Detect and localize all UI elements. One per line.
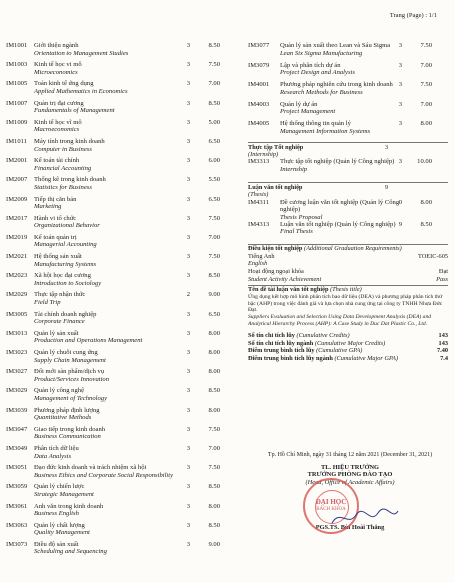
course-name: Thống kê trong kinh doanh Statistics for Business bbox=[34, 176, 106, 191]
course-name: Quản lý dự án Project Management bbox=[280, 100, 336, 116]
course-name: Quản lý chiến lược Strategic Management bbox=[34, 483, 94, 498]
course-name: Giao tiếp trong kinh doanh Business Communication bbox=[34, 425, 106, 441]
left-course-list bbox=[6, 42, 228, 560]
course-grade: 6.50 bbox=[208, 310, 220, 318]
course-code: IM3005 bbox=[6, 310, 28, 318]
signature-scribble bbox=[330, 507, 400, 529]
course-code: IM3061 bbox=[6, 502, 28, 510]
thesis-section: Luận văn tốt nghiệp (Thesis) 9 IM4311 Đề cương luận văn tốt nghiệp (Quản lý Công nghiệp) Thesis Proposal 0 8.00 IM4313 Luận văn tốt nghiệp (Quản lý Công nghiệp) Final Thesis 9 8.50 bbox=[248, 182, 448, 240]
course-grade: 7.50 bbox=[420, 42, 432, 49]
course-credits: 3 bbox=[398, 81, 402, 88]
course-row bbox=[248, 42, 448, 62]
course-name: Hành vi tổ chức Organizational Behavior bbox=[34, 214, 100, 230]
course-code: IM2009 bbox=[6, 195, 28, 203]
page-number: Trang (Page) : 1/1 bbox=[389, 12, 437, 19]
course-name: Kinh tế học vi mô Microeconomics bbox=[34, 61, 82, 76]
course-grade: 7.50 bbox=[208, 425, 220, 433]
course-name: Phương pháp nghiên cứu trong kinh doanh Research Methods for Business bbox=[280, 81, 393, 96]
course-grade: 8.50 bbox=[208, 42, 220, 49]
course-grade: 7.00 bbox=[420, 61, 432, 69]
course-credits: 3 bbox=[186, 42, 190, 49]
course-grade: 7.00 bbox=[208, 444, 220, 452]
course-name: Đạo đức kinh doanh và trách nhiệm xã hội Business Ethics and Corporate Social Responsibility bbox=[34, 464, 174, 479]
course-row bbox=[6, 330, 228, 349]
course-grade: 8.00 bbox=[208, 349, 220, 356]
course-code: IM2019 bbox=[6, 233, 28, 241]
course-code: IM1005 bbox=[6, 80, 28, 88]
course-row bbox=[6, 483, 228, 502]
sign-date: Tp. Hồ Chí Minh, ngày 31 tháng 12 năm 2021 (December 31, 2021) bbox=[267, 452, 433, 458]
course-grade: 7.00 bbox=[420, 100, 432, 108]
course-credits: 3 bbox=[186, 502, 190, 510]
course-grade: 7.00 bbox=[208, 80, 220, 88]
total-row: Điểm trung bình tích lũy ngành (Cumulative Major GPA) 7.4 bbox=[248, 355, 448, 363]
course-code: IM1003 bbox=[6, 61, 28, 69]
totals-block bbox=[248, 332, 448, 363]
course-row bbox=[6, 61, 228, 80]
thesis-course-row: IM4313 Luận văn tốt nghiệp (Quản lý Công nghiệp) Final Thesis 9 8.50 bbox=[248, 220, 432, 236]
course-code: IM2001 bbox=[6, 157, 28, 165]
course-code: IM3073 bbox=[6, 540, 28, 548]
internship-row: IM3313 Thực tập tốt nghiệp (Quản lý Công nghiệp) Internship 3 10.00 bbox=[248, 158, 432, 173]
course-grade: 8.50 bbox=[208, 521, 220, 529]
course-credits: 3 bbox=[186, 118, 190, 126]
course-name: Lập và phân tích dự án Project Design and Analysis bbox=[280, 61, 355, 77]
course-credits: 3 bbox=[186, 99, 190, 107]
course-code: IM4005 bbox=[248, 120, 270, 127]
course-row bbox=[6, 253, 228, 272]
course-grade: 9.00 bbox=[208, 291, 220, 299]
course-grade: 7.50 bbox=[208, 61, 220, 69]
course-credits: 3 bbox=[398, 100, 402, 108]
course-grade: 8.50 bbox=[208, 483, 220, 491]
course-row bbox=[6, 541, 228, 560]
internship-credits: 3 bbox=[384, 143, 388, 151]
course-name: Đổi mới sản phẩm/dịch vụ Product/Services Innovation bbox=[34, 368, 110, 383]
total-row: Số tín chỉ tích lũy ngành (Cumulative Major Credits) 143 bbox=[248, 339, 448, 347]
course-credits: 3 bbox=[398, 120, 402, 127]
sign-role-3: (Head, Office of Academic Affairs) bbox=[305, 478, 395, 486]
course-grade: 7.50 bbox=[420, 81, 432, 88]
total-row: Điểm trung bình tích lũy (Cumulative GPA) 7.40 bbox=[248, 347, 448, 355]
course-row bbox=[6, 215, 228, 234]
course-grade: 8.00 bbox=[208, 502, 220, 510]
course-grade: 6.50 bbox=[208, 137, 220, 145]
course-credits: 3 bbox=[186, 425, 190, 433]
course-credits: 3 bbox=[186, 253, 190, 261]
course-row bbox=[6, 522, 228, 541]
course-credits: 3 bbox=[186, 137, 190, 145]
course-code: IM4001 bbox=[248, 81, 270, 88]
course-row bbox=[6, 368, 228, 387]
course-credits: 3 bbox=[186, 157, 190, 165]
course-code: IM3039 bbox=[6, 406, 28, 414]
course-code: IM3013 bbox=[6, 329, 28, 337]
course-code: IM3059 bbox=[6, 483, 28, 491]
course-row bbox=[6, 196, 228, 215]
course-row bbox=[248, 81, 448, 101]
course-code: IM1001 bbox=[6, 42, 28, 49]
course-name: Giới thiệu ngành Orientation to Management Studies bbox=[34, 42, 129, 57]
course-name: Máy tính trong kinh doanh Computer in Business bbox=[34, 137, 105, 153]
course-credits: 3 bbox=[186, 272, 190, 280]
course-credits: 3 bbox=[186, 349, 190, 356]
course-name: Quản trị đại cương Fundamentals of Management bbox=[34, 99, 115, 115]
course-credits: 3 bbox=[186, 310, 190, 318]
course-row bbox=[248, 101, 448, 121]
course-name: Thực tập nhận thức Field Trip bbox=[34, 291, 86, 307]
graduation-requirements: Điều kiện tốt nghiệp (Additional Graduation Requirements) Tiếng Anh TOEIC-605 English Hoạt động ngoại khóa Đạt Student Activity Achievement Pass bbox=[248, 245, 448, 283]
course-row bbox=[6, 291, 228, 310]
right-course-list bbox=[248, 42, 448, 363]
course-grade: 7.50 bbox=[208, 464, 220, 472]
course-credits: 3 bbox=[186, 444, 190, 452]
course-credits: 3 bbox=[398, 61, 402, 69]
course-name: Phân tích dữ liệu Data Analysis bbox=[34, 444, 79, 460]
course-row bbox=[6, 138, 228, 157]
course-row bbox=[6, 349, 228, 368]
course-grade: 6.00 bbox=[208, 157, 220, 165]
course-row bbox=[6, 445, 228, 464]
thesis-course-row: IM4311 Đề cương luận văn tốt nghiệp (Quản lý Công nghiệp) Thesis Proposal 0 8.00 bbox=[248, 198, 432, 221]
course-grade: 7.00 bbox=[208, 233, 220, 241]
course-code: IM3051 bbox=[6, 464, 28, 472]
course-row bbox=[6, 272, 228, 291]
course-row bbox=[6, 80, 228, 99]
course-credits: 3 bbox=[186, 483, 190, 491]
course-credits: 3 bbox=[186, 329, 190, 337]
course-grade: 8.00 bbox=[208, 368, 220, 376]
course-code: IM4003 bbox=[248, 100, 270, 108]
course-name: Hệ thống thông tin quản lý Management Information Systems bbox=[280, 120, 371, 135]
course-name: Quản lý công nghệ Management of Technology bbox=[34, 387, 108, 402]
course-name: Quản lý sản xuất theo Lean và Sáu Sigma Lean Six Sigma Manufacturing bbox=[280, 42, 391, 57]
course-name: Xã hội học đại cương Introduction to Sociology bbox=[34, 272, 102, 287]
course-name: Điều độ sản xuất Scheduling and Sequencing bbox=[34, 540, 107, 556]
thesis-title-block: Tên đề tài luận văn tốt nghiệp (Thesis title) Ứng dụng kết hợp mô hình phân tích bao dữ liệu (DEA) và phương pháp phân tích thứ bậc (AHP) trong việc đánh giá và lựa chọn nhà cung ứng tại công ty TNHH Nhựa Đức Đạt. Suppliers Evaluation and Selection Using Data Development Analysis (DEA) and Analytical Hierarchy Process (AHP): A Case Study in Duc Dat Plastic Co., Ltd. bbox=[248, 285, 448, 327]
course-grade: 8.00 bbox=[208, 329, 220, 337]
course-code: IM2029 bbox=[6, 291, 28, 299]
course-credits: 3 bbox=[398, 42, 402, 49]
course-credits: 3 bbox=[186, 521, 190, 529]
course-code: IM3029 bbox=[6, 387, 28, 395]
course-code: IM1011 bbox=[6, 137, 28, 145]
course-credits: 3 bbox=[186, 540, 190, 548]
course-name: Phương pháp định lượng Quantitative Methods bbox=[34, 406, 100, 422]
course-name: Kế toán tài chính Financial Accounting bbox=[34, 157, 92, 172]
course-code: IM1007 bbox=[6, 99, 28, 107]
course-credits: 2 bbox=[186, 291, 190, 299]
course-name: Kế toán quản trị Managerial Accounting bbox=[34, 233, 97, 249]
course-row bbox=[6, 234, 228, 253]
course-code: IM3063 bbox=[6, 521, 28, 529]
course-grade: 8.00 bbox=[208, 406, 220, 414]
course-row bbox=[6, 464, 228, 483]
course-name: Kinh tế học vĩ mô Macroeconomics bbox=[34, 118, 82, 134]
course-row bbox=[6, 407, 228, 426]
course-grade: 9.00 bbox=[208, 540, 220, 548]
course-credits: 3 bbox=[186, 233, 190, 241]
course-name: Quản lý chất lượng Quality Management bbox=[34, 521, 90, 537]
course-name: Tiếp thị căn bản Marketing bbox=[34, 195, 77, 211]
official-stamp: ĐẠI HỌC BÁCH KHOA bbox=[303, 478, 359, 534]
course-credits: 3 bbox=[186, 368, 190, 376]
course-row bbox=[6, 100, 228, 119]
course-row bbox=[6, 503, 228, 522]
sign-role-2: TRƯỞNG PHÒNG ĐÀO TẠO bbox=[307, 471, 393, 479]
course-row bbox=[6, 42, 228, 61]
sign-role-1: TL. HIỆU TRƯỞNG bbox=[320, 463, 380, 471]
course-grade: 7.50 bbox=[208, 253, 220, 261]
course-code: IM2017 bbox=[6, 214, 28, 222]
course-name: Quản lý sản xuất Production and Operations Management bbox=[34, 329, 143, 345]
course-row bbox=[248, 120, 448, 140]
course-code: IM3023 bbox=[6, 349, 28, 356]
course-code: IM2007 bbox=[6, 176, 28, 184]
course-code: IM3077 bbox=[248, 42, 270, 49]
internship-section bbox=[248, 142, 448, 178]
internship-title-en: (Internship) bbox=[248, 150, 279, 158]
total-row: Số tín chỉ tích lũy (Cumulative Credits) 143 bbox=[248, 331, 448, 339]
course-credits: 3 bbox=[186, 80, 190, 88]
course-code: IM3027 bbox=[6, 368, 28, 376]
course-code: IM3079 bbox=[248, 61, 270, 69]
course-name: Hệ thống sản xuất Manufacturing Systems bbox=[34, 253, 97, 268]
course-code: IM3047 bbox=[6, 425, 28, 433]
course-code: IM1009 bbox=[6, 118, 28, 126]
course-name: Toán kinh tế ứng dụng Applied Mathematics in Economics bbox=[34, 80, 128, 95]
course-grade: 8.00 bbox=[420, 120, 432, 127]
course-credits: 3 bbox=[186, 464, 190, 472]
course-row bbox=[6, 119, 228, 138]
course-grade: 8.50 bbox=[208, 99, 220, 107]
course-name: Anh văn trong kinh doanh Business English bbox=[34, 502, 104, 518]
course-row bbox=[6, 426, 228, 445]
course-code: IM2021 bbox=[6, 253, 28, 261]
signer-name: PGS.TS. Bùi Hoài Thắng bbox=[315, 524, 385, 532]
course-row bbox=[248, 62, 448, 82]
course-name: Tài chính doanh nghiệp Corporate Finance bbox=[34, 310, 97, 326]
course-grade: 5.00 bbox=[208, 118, 220, 126]
course-row bbox=[6, 311, 228, 330]
course-grade: 7.50 bbox=[208, 214, 220, 222]
course-credits: 3 bbox=[186, 61, 190, 69]
course-grade: 8.50 bbox=[208, 272, 220, 280]
course-row bbox=[6, 176, 228, 195]
course-row bbox=[6, 387, 228, 406]
course-credits: 3 bbox=[186, 406, 190, 414]
course-credits: 3 bbox=[186, 195, 190, 203]
course-credits: 3 bbox=[186, 176, 190, 184]
course-name: Quản lý chuỗi cung ứng Supply Chain Management bbox=[34, 349, 106, 364]
course-grade: 5.50 bbox=[208, 176, 220, 184]
course-grade: 6.50 bbox=[208, 195, 220, 203]
course-code: IM3049 bbox=[6, 444, 28, 452]
course-credits: 3 bbox=[186, 214, 190, 222]
course-code: IM2023 bbox=[6, 272, 28, 280]
course-row bbox=[6, 157, 228, 176]
course-grade: 8.50 bbox=[208, 387, 220, 395]
course-credits: 3 bbox=[186, 387, 190, 395]
internship-title: Thực tập Tốt nghiệp bbox=[248, 143, 304, 151]
